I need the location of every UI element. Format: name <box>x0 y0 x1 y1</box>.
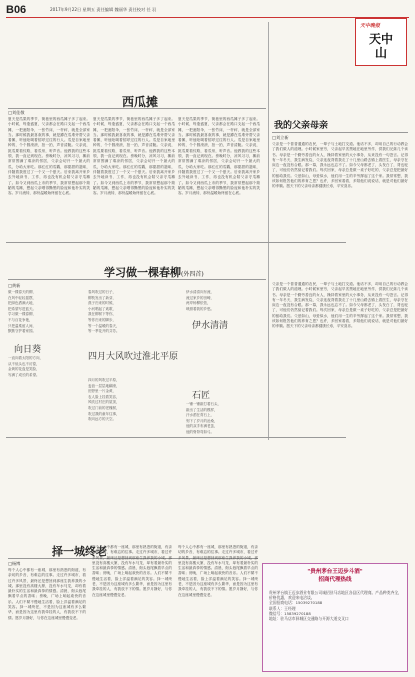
poem-line: 等一个温暖的春天， <box>88 323 120 328</box>
poem-title-sub: (外四首) <box>181 271 204 278</box>
poem-line: 吹向远方的天空。 <box>88 417 116 422</box>
poem-line: 从不低头也不彷徨， <box>8 361 40 366</box>
poem-line: 金黄的花盘是笑脸， <box>8 367 40 372</box>
poem-line: 敲出了生活的模样， <box>186 407 218 412</box>
poem-line: 风吹过村庄的屋顶， <box>88 400 120 405</box>
poem-line: 农人脸上挂着笑容， <box>88 394 120 399</box>
poem-line: 把绿色洒满大地， <box>8 301 36 306</box>
page-number: B06 <box>6 4 27 16</box>
poem-line: 四月的风吹过平原， <box>88 378 120 382</box>
masthead-title: 天中山 <box>368 32 393 60</box>
article2-body: 父亲是一个普普通通的农民，一辈子与土地打交道。他话不多，却用自己的行动教会了我们做人的道理。小时候家里穷，父亲起早贪黑地在地里劳作，供我们兄妹几个读书。母亲是一个勤劳善良的女人，操持着家里的大小事务，从来没有一句怨言。记得有一年冬天，我生病发烧，父亲连夜背着我走了十几里山路去镇上看医生，母亲守在床边一夜没有合眼。那一幕，我永远也忘不了。如今父母都老了，头发白了，背也驼了，可他们仍然惦记着我们。每次回家，母亲总是做一桌子好吃的，父亲总是把最好的留给我们。父爱如山，母爱似水，他们用一生的辛劳撑起了这个家。我常常想，我该如何报答他们的养育之恩？也许，多回家看看，多陪他们说说话，就是对他们最好的孝顺。愿天下的父亲母亲都健康长寿，平安喜乐。 <box>272 142 408 189</box>
poem-line: 把希望写进蓝天。 <box>8 306 36 311</box>
poem-line: 不与百花争艳， <box>8 317 33 322</box>
poem1-title: 向日葵 <box>14 345 42 355</box>
poem-mid-lines <box>88 290 176 346</box>
poem-line: 汗水洒在青石上， <box>186 413 214 418</box>
article1-body-col3: 夏天是瓜果的季节，街巷里的西瓜摊子多了起来。小时候，每逢盛夏，父亲都会在路口支起一个西瓜摊，一把遮阳伞，一张竹床，一杆秤，就是全部家当。那时候我最喜欢的事，就是蹲在瓜堆旁帮父亲看摊，听他吆喝着招呼过往的行人。瓜是自家地里种的，个个圆滚滚，拍一拍，声音清脆。父亲说，挑瓜要看纹路，看瓜蒂，听声音。他教我的这些本领，我一直记到现在。傍晚时分，凉风习习，摊前常常围满了乘凉的邻居，父亲会切开一个最大的瓜，分给大家吃。那红红的瓜瓤，那甜甜的滋味，伴随着我度过了一个又一个夏天。后来我离开家乡去外地读书、工作，再也没有机会陪父亲守瓜摊了。如今又到西瓜上市的季节，我常常想起那个简陋的瓜摊，想起父亲晒得黝黑的脸庞和他朴实的笑容。岁月流转，那份温暖始终留在心底。 <box>178 117 260 196</box>
poem-line: 一直向着太阳的方向， <box>8 356 43 360</box>
poem-line: 吹过我的童年往事， <box>88 411 120 416</box>
poem-line: 柳枝发出了新芽， <box>88 295 116 300</box>
poem-line: 他的双手布满老茧， <box>186 424 218 429</box>
poem3-title: 伊水清清 <box>192 321 229 331</box>
article2-byline: □刘立新 <box>272 135 289 140</box>
poem-line: 映照着我的乡愁。 <box>186 306 214 311</box>
poem3-lines-top <box>186 290 266 340</box>
article1-body-col2: 夏天是瓜果的季节，街巷里的西瓜摊子多了起来。小时候，每逢盛夏，父亲都会在路口支起一个西瓜摊，一把遮阳伞，一张竹床，一杆秤，就是全部家当。那时候我最喜欢的事，就是蹲在瓜堆旁帮父亲看摊，听他吆喝着招呼过往的行人。瓜是自家地里种的，个个圆滚滚，拍一拍，声音清脆。父亲说，挑瓜要看纹路，看瓜蒂，听声音。他教我的这些本领，我一直记到现在。傍晚时分，凉风习习，摊前常常围满了乘凉的邻居，父亲会切开一个最大的瓜，分给大家吃。那红红的瓜瓤，那甜甜的滋味，伴随着我度过了一个又一个夏天。后来我离开家乡去外地读书、工作，再也没有机会陪父亲守瓜摊了。如今又到西瓜上市的季节，我常常想起那个简陋的瓜摊，想起父亲晒得黝黑的脸庞和他朴实的笑容。岁月流转，那份温暖始终留在心底。 <box>93 117 175 196</box>
poem-line: 等你归来的脚步， <box>88 317 116 322</box>
poem-section-title <box>104 264 204 280</box>
ad-body: 贵州茅台镇王迈步酒业有限公司诚招驻马店地区各县区代理商。产品种类齐全，价格优惠，欢迎来电洽谈。 全国招商电话：15039270188 联系人：王经理 微信号：15839270188 地址：驻马店市驿城区交通路与开源大道交叉口 <box>269 590 402 622</box>
article3-byline: □杨博 <box>8 561 21 566</box>
page-header <box>6 4 409 18</box>
poem-line: 燕子归来的时候， <box>88 301 116 306</box>
poem-line: 等一季花开的芬芳。 <box>88 329 120 334</box>
article2-title: 我的父亲母亲 <box>274 121 329 131</box>
poem-title-rule <box>8 279 266 280</box>
article3-body-col3: 每个人心中都有一座城，那里有熟悉的街道，有亲切的乡音，有难忘的往事。走过许多城市，看过许多风景，最终还是想回到那座生我养我的小城。那里没有高楼大厦，没有车水马龙，却有着最朴实的生活和最真挚的情感。清晨，街头巷尾飘着早点的香味；傍晚，广场上响起欢快的音乐。人们不紧不慢地生活着，脸上洋溢着满足的笑容。择一城终老，不是因为这座城有多么繁华，而是因为这里有我牵挂的人，有我放不下的情。愿岁月静好，与你在这座城里慢慢变老。 <box>178 545 258 597</box>
poem-line: 田野里一片金黄， <box>88 389 116 394</box>
poem-line: 流过家乡的田畴， <box>186 295 214 300</box>
article2-title-rule <box>272 132 408 133</box>
poem-author: □黄新 <box>8 283 21 288</box>
poem-line: 写满了成长的希望。 <box>8 372 40 377</box>
column-masthead <box>355 18 407 66</box>
poem2-lines <box>88 378 178 434</box>
poem-line: 两岸杨柳依依， <box>186 301 211 306</box>
article1-title: 西瓜摊 <box>122 95 159 109</box>
poem-intro-lines <box>8 290 70 338</box>
poem4-lines <box>186 402 266 436</box>
article2-body-cont: 父亲是一个普普通通的农民，一辈子与土地打交道。他话不多，却用自己的行动教会了我们做人的道理。小时候家里穷，父亲起早贪黑地在地里劳作，供我们兄妹几个读书。母亲是一个勤劳善良的女人，操持着家里的大小事务，从来没有一句怨言。记得有一年冬天，我生病发烧，父亲连夜背着我走了十几里山路去镇上看医生，母亲守在床边一夜没有合眼。那一幕，我永远也忘不了。如今父母都老了，头发白了，背也驼了，可他们仍然惦记着我们。每次回家，母亲总是做一桌子好吃的，父亲总是把最好的留给我们。父爱如山，母爱似水，他们用一生的辛劳撑起了这个家。我常常想，我该如何报答他们的养育之恩？也许，多回家看看，多陪他们说说话，就是对他们最好的孝顺。愿天下的父亲母亲都健康长寿，平安喜乐。 <box>272 282 408 329</box>
poem-line: 春风吹过的日子， <box>88 290 116 294</box>
poem-line: 他的脊背弯如弓。 <box>186 429 214 434</box>
article1-body-col1: 夏天是瓜果的季节，街巷里的西瓜摊子多了起来。小时候，每逢盛夏，父亲都会在路口支起一个西瓜摊，一把遮阳伞，一张竹床，一杆秤，就是全部家当。那时候我最喜欢的事，就是蹲在瓜堆旁帮父亲看摊，听他吆喝着招呼过往的行人。瓜是自家地里种的，个个圆滚滚，拍一拍，声音清脆。父亲说，挑瓜要看纹路，看瓜蒂，听声音。他教我的这些本领，我一直记到现在。傍晚时分，凉风习习，摊前常常围满了乘凉的邻居，父亲会切开一个最大的瓜，分给大家吃。那红红的瓜瓤，那甜甜的滋味，伴随着我度过了一个又一个夏天。后来我离开家乡去外地读书、工作，再也没有机会陪父亲守瓜摊了。如今又到西瓜上市的季节，我常常想起那个简陋的瓜摊，想起父亲晒得黝黑的脸庞和他朴实的笑容。岁月流转，那份温暖始终留在心底。 <box>8 117 90 196</box>
ad-headline: "贵州茅台王迈步斗酒" 招商代理热线 <box>307 569 363 583</box>
poem1-lines <box>8 356 70 416</box>
header-meta: 2017年9月22日 星期五 责任编辑 魏丽华 责任校对 任 羽 <box>50 7 157 12</box>
poem-line: 小河唱起了欢歌， <box>88 306 116 311</box>
poem-line: 伊水清清向东流， <box>186 290 214 294</box>
article1-byline: □刘佳敬 <box>8 110 25 115</box>
poem-line: 做一棵春天的柳， <box>8 290 36 294</box>
article3-body-col1: 每个人心中都有一座城，那里有熟悉的街道，有亲切的乡音，有难忘的往事。走过许多城市，看过许多风景，最终还是想回到那座生我养我的小城。那里没有高楼大厦，没有车水马龙，却有着最朴实的生活和最真挚的情感。清晨，街头巷尾飘着早点的香味；傍晚，广场上响起欢快的音乐。人们不紧不慢地生活着，脸上洋溢着满足的笑容。择一城终老，不是因为这座城有多么繁华，而是因为这里有我牵挂的人，有我放不下的情。愿岁月静好，与你在这座城里慢慢变老。 <box>8 568 86 620</box>
advertisement-box <box>262 563 408 672</box>
poem-line: 麦浪一层层地翻滚， <box>88 383 120 388</box>
poem-line: 刻下了岁月的沧桑， <box>186 418 218 423</box>
poem-line: 学习做一棵春柳， <box>8 312 36 317</box>
article3-title: 择一城终老 <box>52 545 107 558</box>
poem2-title: 四月大风吹过淮北平原 <box>88 352 179 362</box>
article1-title-rule <box>8 108 266 109</box>
poem-line: 默默守护着家园。 <box>8 329 36 334</box>
masthead-small: 天中晚报 <box>360 23 381 29</box>
poem-line: 一锤一锤敲打着石头， <box>186 402 221 406</box>
poem-title-main: 学习做一棵春柳 <box>104 266 181 279</box>
poem-line: 吹过门前的老槐树， <box>88 405 120 410</box>
poem4-title: 石匠 <box>192 391 211 401</box>
poem-line: 我在柳树下等你， <box>88 312 116 317</box>
poem-line: 在风中轻轻摇摆， <box>8 295 36 300</box>
article3-body-col2: 每个人心中都有一座城，那里有熟悉的街道，有亲切的乡音，有难忘的往事。走过许多城市，看过许多风景，最终还是想回到那座生我养我的小城。那里没有高楼大厦，没有车水马龙，却有着最朴实的生活和最真挚的情感。清晨，街头巷尾飘着早点的香味；傍晚，广场上响起欢快的音乐。人们不紧不慢地生活着，脸上洋溢着满足的笑容。择一城终老，不是因为这座城有多么繁华，而是因为这里有我牵挂的人，有我放不下的情。愿岁月静好，与你在这座城里慢慢变老。 <box>92 545 172 597</box>
poem-line: 只把温柔留人间， <box>8 323 36 328</box>
